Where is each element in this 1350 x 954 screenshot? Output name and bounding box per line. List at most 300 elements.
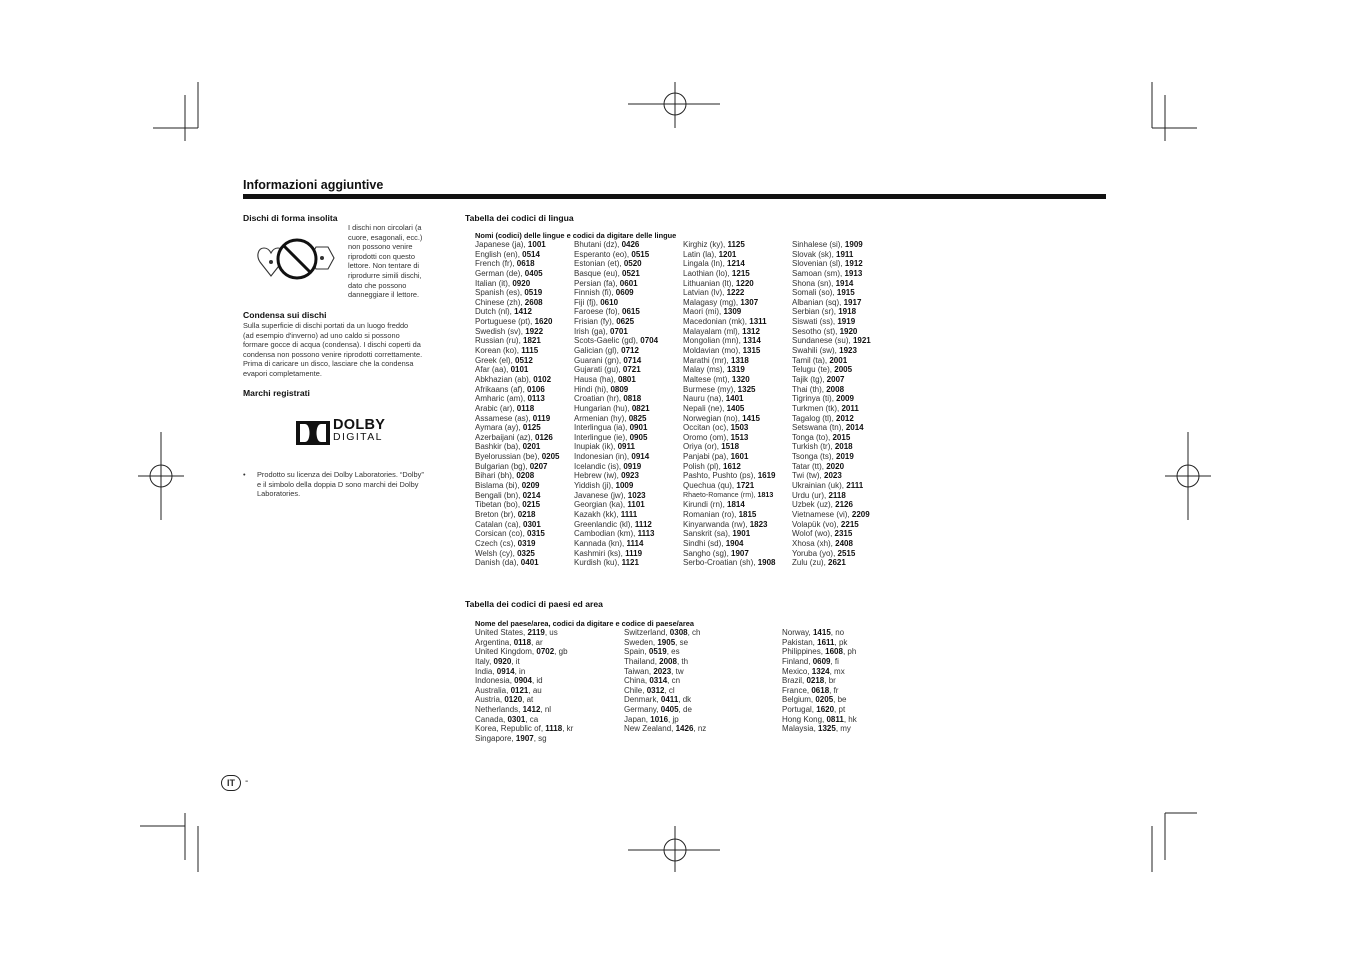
language-entry-name: Rhaeto-Romance (rm),: [683, 490, 758, 499]
country-entry-code: 0118: [513, 637, 532, 647]
language-entry: [683, 394, 776, 404]
language-entry: [574, 423, 658, 433]
language-entry-code: 0325: [517, 548, 535, 558]
language-entry-name: Malayalam (ml),: [683, 326, 743, 336]
language-entry-code: 1325: [737, 384, 756, 394]
language-entry-code: 2020: [826, 461, 845, 471]
country-entry-name: Indonesia,: [475, 676, 515, 686]
country-entry-code: 0811: [826, 714, 844, 724]
language-entry: [683, 346, 776, 356]
language-entry-name: Czech (cs),: [475, 538, 518, 548]
language-entry-name: Telugu (te),: [792, 365, 835, 375]
language-entry-code: 1222: [726, 288, 745, 298]
language-entry: [574, 520, 658, 530]
language-entry: [683, 462, 776, 472]
language-entry-code: 2408: [835, 538, 853, 548]
language-entry-code: 1023: [627, 490, 646, 500]
language-entry: [792, 414, 871, 424]
language-entry: [683, 327, 776, 337]
language-entry-name: Finnish (fi),: [574, 288, 616, 298]
language-entry: [475, 307, 560, 317]
country-entry: [624, 628, 706, 638]
language-entry-name: Bislama (bi),: [475, 481, 522, 491]
country-entry-code: 0405: [660, 705, 679, 715]
language-entry-name: Vietnamese (vi),: [792, 509, 852, 519]
country-entry-code: 0120: [504, 695, 523, 705]
language-entry: [683, 404, 776, 414]
country-entry-name: Malaysia,: [782, 724, 819, 734]
language-entry-code: 2015: [832, 432, 851, 442]
language-entry: [683, 558, 776, 568]
language-entry: [683, 365, 776, 375]
language-entry: [792, 539, 871, 549]
language-entry: [792, 269, 871, 279]
language-entry-name: Catalan (ca),: [475, 519, 524, 529]
language-entry-name: Tamil (ta),: [792, 355, 830, 365]
language-entry: [792, 491, 871, 501]
language-entry-name: Kirghiz (ky),: [683, 240, 728, 249]
language-entry-code: 1214: [727, 259, 745, 269]
language-entry-code: 0701: [610, 326, 628, 336]
language-entry-name: Xhosa (xh),: [792, 538, 836, 548]
country-entry: [624, 686, 706, 696]
language-entry-code: 1001: [527, 240, 546, 249]
language-entry: [574, 529, 658, 539]
language-entry-code: 1612: [723, 461, 741, 471]
language-entry-code: 1503: [730, 423, 749, 433]
country-entry-name: Australia,: [475, 685, 511, 695]
language-entry-code: 1721: [736, 481, 755, 491]
language-entry-code: 0207: [529, 461, 548, 471]
language-entry-code: 0514: [522, 249, 540, 259]
language-entry: [475, 404, 560, 414]
language-entry-code: 0911: [617, 442, 635, 452]
country-entry-code: 1412: [522, 705, 541, 715]
country-entry-name: Argentina,: [475, 637, 514, 647]
language-entry-name: Bashkir (ba),: [475, 442, 523, 452]
country-entry-area-code: , fr: [829, 685, 839, 695]
language-entry-name: Georgian (ka),: [574, 500, 628, 510]
language-entry-name: Ukrainian (uk),: [792, 481, 847, 491]
country-entry: [624, 667, 706, 677]
language-entry-code: 0118: [516, 403, 535, 413]
country-entry-name: Netherlands,: [475, 705, 523, 715]
language-entry-name: Chinese (zh),: [475, 297, 525, 307]
language-entry-name: Russian (ru),: [475, 336, 524, 346]
language-entry-name: Basque (eu),: [574, 268, 623, 278]
language-entry: [574, 317, 658, 327]
country-entry-name: Taiwan,: [624, 666, 654, 676]
language-entry-name: Nauru (na),: [683, 394, 726, 404]
language-entry-code: 0426: [621, 240, 640, 249]
language-entry: [683, 269, 776, 279]
language-entry-name: Hebrew (iw),: [574, 471, 622, 481]
language-entry: [574, 510, 658, 520]
language-entry: [475, 500, 560, 510]
country-entry: [475, 628, 573, 638]
language-entry-code: 1215: [731, 268, 750, 278]
language-entry-code: 0315: [527, 529, 545, 539]
language-entry-name: Bihari (bh),: [475, 471, 517, 481]
country-entry-code: 0904: [514, 676, 532, 686]
language-entry-code: 1114: [626, 538, 644, 548]
country-entry-area-code: , th: [676, 656, 689, 666]
language-entry: [683, 279, 776, 289]
language-entry-name: Sangho (sg),: [683, 548, 732, 558]
country-entry-name: Pakistan,: [782, 637, 818, 647]
language-entry-code: 0801: [618, 374, 636, 384]
country-entry-code: 0618: [811, 685, 830, 695]
language-entry-code: 1319: [727, 365, 745, 375]
language-entry-code: 1119: [625, 548, 643, 558]
language-entry-name: Gujarati (gu),: [574, 365, 623, 375]
language-entry-name: Sinhalese (si),: [792, 240, 845, 249]
country-entry-code: 1415: [812, 628, 831, 637]
language-entry-code: 1601: [730, 452, 749, 462]
country-entry-area-code: , ca: [525, 714, 539, 724]
language-entry: [792, 365, 871, 375]
language-entry: [475, 549, 560, 559]
country-entry-code: 0609: [812, 656, 831, 666]
country-column-1: [475, 628, 573, 744]
language-entry-name: Swedish (sv),: [475, 326, 526, 336]
language-entry-code: 0119: [532, 413, 551, 423]
language-entry-code: 1908: [757, 558, 776, 568]
country-entry-code: 1611: [817, 637, 835, 647]
language-entry-code: 0610: [600, 297, 619, 307]
country-entry: [475, 734, 573, 744]
country-entry-code: 1426: [675, 724, 694, 734]
country-entry-name: Portugal,: [782, 705, 817, 715]
language-entry: [574, 558, 658, 568]
language-entry-name: Serbian (sr),: [792, 307, 839, 317]
language-entry-name: Bhutani (dz),: [574, 240, 622, 249]
country-entry: [624, 715, 706, 725]
language-entry-code: 2009: [836, 394, 854, 404]
language-entry: [475, 336, 560, 346]
language-entry-name: Azerbaijani (az),: [475, 432, 536, 442]
language-entry-name: Lingala (ln),: [683, 259, 728, 269]
country-entry: [475, 638, 573, 648]
language-entry: [683, 298, 776, 308]
language-entry-name: Turkmen (tk),: [792, 403, 842, 413]
country-entry-area-code: , br: [824, 676, 836, 686]
country-entry-name: Canada,: [475, 714, 508, 724]
country-entry-code: 0218: [806, 676, 825, 686]
language-entry: [683, 385, 776, 395]
language-entry-name: Spanish (es),: [475, 288, 525, 298]
language-entry: [683, 423, 776, 433]
language-entry-name: Greek (el),: [475, 355, 516, 365]
language-entry-name: Portuguese (pt),: [475, 317, 535, 327]
language-entry: [475, 423, 560, 433]
country-entry-code: 1907: [515, 734, 534, 744]
language-entry-code: 1619: [757, 471, 776, 481]
country-entry-area-code: , cl: [664, 685, 675, 695]
country-entry: [475, 695, 573, 705]
language-entry: [574, 298, 658, 308]
language-entry-code: 0125: [522, 423, 541, 433]
country-entry-code: 0308: [669, 628, 688, 637]
odd-discs-heading: Dischi di forma insolita: [243, 213, 338, 223]
country-entry-code: 0920: [493, 656, 512, 666]
country-entry-name: Thailand,: [624, 656, 660, 666]
language-column-2: [574, 240, 658, 568]
country-entry-area-code: , cn: [667, 676, 681, 686]
language-entry-code: 1513: [730, 432, 749, 442]
language-entry-code: 1913: [844, 268, 863, 278]
language-entry-code: 1904: [725, 538, 744, 548]
country-entry-area-code: , nl: [540, 705, 552, 715]
language-entry-code: 2018: [834, 442, 853, 452]
country-entry-name: Switzerland,: [624, 628, 670, 637]
language-entry-name: Tagalog (tl),: [792, 413, 837, 423]
language-entry-code: 0704: [640, 336, 659, 346]
language-entry: [792, 259, 871, 269]
language-entry-code: 0923: [621, 471, 639, 481]
language-entry: [792, 481, 871, 491]
country-entry: [624, 695, 706, 705]
language-entry-code: 0609: [615, 288, 634, 298]
language-entry-name: Lithuanian (lt),: [683, 278, 736, 288]
language-entry-code: 1919: [837, 317, 856, 327]
language-entry-name: Estonian (et),: [574, 259, 624, 269]
country-entry-code: 0301: [507, 714, 526, 724]
language-entry: [574, 356, 658, 366]
language-entry: [574, 346, 658, 356]
language-entry: [683, 452, 776, 462]
country-entry-name: Philippines,: [782, 647, 826, 657]
language-entry-code: 1921: [852, 336, 871, 346]
country-entry: [475, 647, 573, 657]
language-entry-name: Latvian (lv),: [683, 288, 727, 298]
country-entry-area-code: , tw: [671, 666, 684, 676]
country-entry-area-code: , nz: [693, 724, 707, 734]
country-entry-code: 1905: [657, 637, 676, 647]
country-entry-area-code: , dk: [678, 695, 692, 705]
language-entry-name: Faroese (fo),: [574, 307, 623, 317]
language-entry: [574, 279, 658, 289]
language-entry: [574, 336, 658, 346]
language-entry-name: Turkish (tr),: [792, 442, 835, 452]
language-entry-name: Marathi (mr),: [683, 355, 731, 365]
language-entry: [475, 394, 560, 404]
country-entry-name: India,: [475, 666, 497, 676]
language-entry: [683, 317, 776, 327]
language-entry-code: 2118: [828, 490, 846, 500]
language-entry-name: Fiji (fj),: [574, 297, 601, 307]
country-column-2: [624, 628, 706, 734]
country-entry: [475, 667, 573, 677]
language-entry-name: Scots-Gaelic (gd),: [574, 336, 641, 346]
dolby-double-d-logo-icon: [296, 421, 330, 447]
language-entry-code: 0714: [623, 355, 642, 365]
language-entry-code: 2209: [851, 509, 870, 519]
language-entry-code: 2011: [841, 403, 859, 413]
language-entry-name: Panjabi (pa),: [683, 452, 731, 462]
country-entry-area-code: , id: [531, 676, 543, 686]
language-entry-name: Korean (ko),: [475, 346, 522, 356]
language-entry-name: Siswati (ss),: [792, 317, 838, 327]
language-entry-code: 1914: [835, 278, 854, 288]
language-entry-code: 2014: [845, 423, 864, 433]
language-entry: [792, 510, 871, 520]
language-entry-code: 2019: [836, 452, 854, 462]
country-entry: [782, 705, 857, 715]
country-entry-code: 1620: [816, 705, 835, 715]
country-entry: [624, 657, 706, 667]
country-entry: [475, 686, 573, 696]
language-entry-code: 0825: [628, 413, 647, 423]
language-entry-code: 0618: [516, 259, 535, 269]
language-entry: [475, 288, 560, 298]
language-entry-code: 0520: [623, 259, 642, 269]
language-entry-code: 1111: [620, 509, 638, 519]
language-entry-name: Tatar (tt),: [792, 461, 827, 471]
language-entry-name: Hungarian (hu),: [574, 403, 632, 413]
country-entry-name: Norway,: [782, 628, 813, 637]
language-entry-code: 1815: [738, 509, 757, 519]
language-entry-name: Uzbek (uz),: [792, 500, 836, 510]
language-entry: [683, 414, 776, 424]
language-entry: [792, 549, 871, 559]
language-entry-name: Javanese (jw),: [574, 490, 628, 500]
language-entry: [475, 259, 560, 269]
country-entry-area-code: , ph: [842, 647, 857, 657]
country-entry-name: Belgium,: [782, 695, 816, 705]
language-entry-name: Tonga (to),: [792, 432, 833, 442]
language-entry-code: 1113: [637, 529, 655, 539]
language-entry: [475, 529, 560, 539]
language-entry-name: Galician (gl),: [574, 346, 622, 356]
language-entry-name: Latin (la),: [683, 249, 719, 259]
country-entry-code: 2023: [653, 666, 672, 676]
language-entry: [574, 288, 658, 298]
language-entry-name: Setswana (tn),: [792, 423, 846, 433]
language-entry: [574, 385, 658, 395]
language-entry: [683, 491, 776, 501]
language-entry: [683, 250, 776, 260]
language-entry: [792, 529, 871, 539]
country-entry-area-code: , sg: [533, 734, 547, 744]
country-entry-name: Korea, Republic of,: [475, 724, 546, 734]
odd-discs-text: I dischi non circolari (a cuore, esagonali, ecc.) non possono venire riprodotti con questo lettore. Non tentare di riprodurre simili dischi, dato che possono danneggiare il lettore.: [348, 223, 423, 300]
language-entry-code: 0205: [541, 452, 560, 462]
language-entry: [574, 549, 658, 559]
language-entry: [792, 375, 871, 385]
language-entry: [683, 471, 776, 481]
language-entry-name: Aymara (ay),: [475, 423, 523, 433]
country-entry: [475, 657, 573, 667]
language-entry: [475, 414, 560, 424]
language-entry-code: 0901: [629, 423, 648, 433]
language-entry: [683, 481, 776, 491]
language-entry-code: 1009: [615, 481, 634, 491]
language-entry-name: Arabic (ar),: [475, 403, 517, 413]
country-entry-name: Germany,: [624, 705, 661, 715]
no-odd-shaped-discs-icon: [254, 236, 340, 282]
language-entry-code: 0113: [527, 394, 545, 404]
language-entry-name: Sesotho (st),: [792, 326, 840, 336]
country-entry-area-code: , ch: [687, 628, 701, 637]
language-entry: [574, 471, 658, 481]
language-entry: [475, 520, 560, 530]
language-entry: [792, 317, 871, 327]
language-entry-name: Maori (mi),: [683, 307, 724, 317]
dolby-license-note: • Prodotto su licenza dei Dolby Laboratories. “Dolby” e il simbolo della doppia D sono marchi dei Dolby Laboratories.: [243, 470, 424, 499]
language-entry-name: Irish (ga),: [574, 326, 611, 336]
language-entry: [475, 539, 560, 549]
language-entry-code: 0919: [623, 461, 642, 471]
language-entry-code: 0905: [629, 432, 648, 442]
country-entry-code: 1325: [818, 724, 836, 734]
language-entry-name: Occitan (oc),: [683, 423, 731, 433]
language-entry-code: 2007: [826, 374, 845, 384]
language-entry-code: 2126: [835, 500, 853, 510]
language-entry: [475, 462, 560, 472]
country-entry: [475, 705, 573, 715]
language-entry: [475, 481, 560, 491]
country-entry-code: 0205: [815, 695, 834, 705]
language-entry: [475, 298, 560, 308]
language-entry-name: Malay (ms),: [683, 365, 727, 375]
language-entry: [475, 442, 560, 452]
country-entry-area-code: , kr: [562, 724, 574, 734]
language-column-4: [792, 240, 871, 568]
language-entry-name: Burmese (my),: [683, 384, 738, 394]
language-entry: [792, 298, 871, 308]
language-entry: [475, 279, 560, 289]
language-entry: [683, 288, 776, 298]
language-entry-code: 0214: [522, 490, 541, 500]
condensation-heading: Condensa sui dischi: [243, 310, 327, 320]
country-entry-area-code: , gb: [554, 647, 568, 657]
language-entry-name: Bengali (bn),: [475, 490, 523, 500]
language-entry-name: Esperanto (eo),: [574, 249, 632, 259]
language-entry: [683, 539, 776, 549]
country-entry: [624, 638, 706, 648]
language-entry: [683, 549, 776, 559]
language-entry: [475, 250, 560, 260]
country-entry-area-code: , us: [544, 628, 558, 637]
language-entry: [574, 375, 658, 385]
language-entry-name: Mongolian (mn),: [683, 336, 744, 346]
language-entry-code: 2621: [828, 558, 846, 568]
language-entry: [683, 307, 776, 317]
language-entry: [683, 529, 776, 539]
language-entry-code: 0208: [516, 471, 535, 481]
language-entry: [792, 520, 871, 530]
language-entry: [574, 307, 658, 317]
country-entry-name: Singapore,: [475, 734, 516, 744]
language-entry: [574, 491, 658, 501]
language-entry-name: Zulu (zu),: [792, 558, 829, 568]
language-entry-name: Kurdish (ku),: [574, 558, 622, 568]
country-entry-area-code: , my: [835, 724, 851, 734]
country-entry-area-code: , hk: [843, 714, 857, 724]
language-entry-code: 0521: [622, 268, 640, 278]
language-entry-name: Tajik (tg),: [792, 374, 827, 384]
country-entry: [782, 628, 857, 638]
language-entry: [683, 336, 776, 346]
language-entry: [792, 327, 871, 337]
country-entry: [782, 724, 857, 734]
country-entry: [782, 676, 857, 686]
language-entry-name: Nepali (ne),: [683, 403, 727, 413]
page-number: -: [245, 776, 249, 787]
language-entry: [574, 452, 658, 462]
language-entry: [475, 269, 560, 279]
